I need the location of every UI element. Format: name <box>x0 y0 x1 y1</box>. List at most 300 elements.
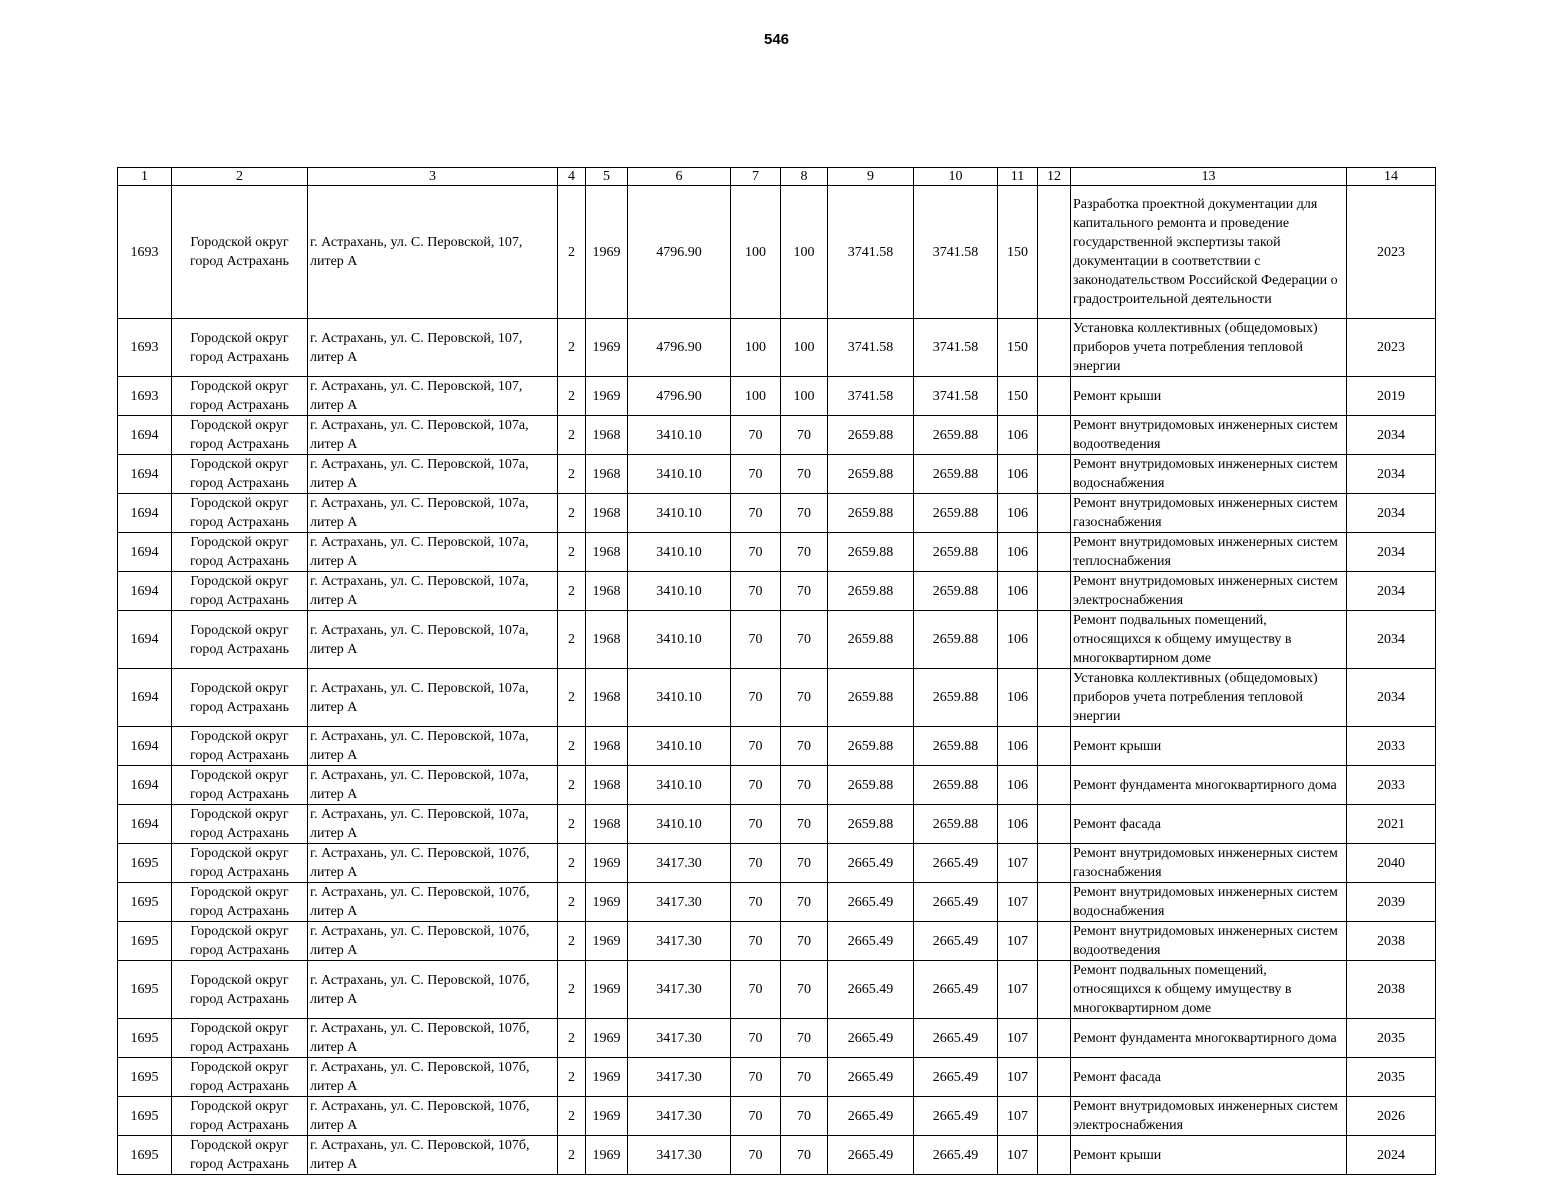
cell-address: г. Астрахань, ул. С. Перовской, 107а, литер А <box>308 805 558 844</box>
cell-col7: 70 <box>731 669 781 727</box>
cell-plan-year: 2034 <box>1347 611 1436 669</box>
cell-col9: 2659.88 <box>828 533 914 572</box>
cell-number: 1694 <box>118 727 172 766</box>
cell-area: 3417.30 <box>628 961 731 1019</box>
cell-col8: 70 <box>781 455 828 494</box>
cell-municipality: Городской округ город Астрахань <box>172 186 308 319</box>
cell-number: 1695 <box>118 1097 172 1136</box>
cell-number: 1694 <box>118 669 172 727</box>
cell-address: г. Астрахань, ул. С. Перовской, 107б, литер А <box>308 961 558 1019</box>
cell-col10: 2659.88 <box>914 611 998 669</box>
table-body <box>118 186 1436 1175</box>
cell-col4: 2 <box>558 961 586 1019</box>
cell-plan-year: 2033 <box>1347 727 1436 766</box>
cell-col12 <box>1038 961 1071 1019</box>
cell-col12 <box>1038 533 1071 572</box>
cell-col9: 2665.49 <box>828 883 914 922</box>
cell-col4: 2 <box>558 805 586 844</box>
table-row <box>118 1097 1436 1136</box>
cell-col12 <box>1038 611 1071 669</box>
cell-plan-year: 2040 <box>1347 844 1436 883</box>
cell-plan-year: 2039 <box>1347 883 1436 922</box>
cell-work-type: Установка коллективных (общедомовых) приборов учета потребления тепловой энергии <box>1071 319 1347 377</box>
table-row <box>118 377 1436 416</box>
cell-number: 1695 <box>118 1058 172 1097</box>
cell-area: 3410.10 <box>628 533 731 572</box>
cell-col7: 70 <box>731 611 781 669</box>
cell-col4: 2 <box>558 1097 586 1136</box>
cell-col10: 3741.58 <box>914 319 998 377</box>
table-row <box>118 883 1436 922</box>
cell-col12 <box>1038 377 1071 416</box>
cell-number: 1694 <box>118 805 172 844</box>
cell-col7: 70 <box>731 883 781 922</box>
cell-number: 1695 <box>118 1136 172 1175</box>
cell-col11: 107 <box>998 1019 1038 1058</box>
cell-year: 1968 <box>586 455 628 494</box>
cell-col11: 107 <box>998 883 1038 922</box>
cell-number: 1694 <box>118 533 172 572</box>
cell-address: г. Астрахань, ул. С. Перовской, 107б, литер А <box>308 1097 558 1136</box>
cell-address: г. Астрахань, ул. С. Перовской, 107, литер А <box>308 319 558 377</box>
cell-col11: 106 <box>998 416 1038 455</box>
cell-municipality: Городской округ город Астрахань <box>172 611 308 669</box>
cell-col11: 107 <box>998 922 1038 961</box>
cell-year: 1969 <box>586 883 628 922</box>
cell-col7: 70 <box>731 455 781 494</box>
cell-year: 1969 <box>586 1019 628 1058</box>
cell-col10: 3741.58 <box>914 377 998 416</box>
table-row <box>118 922 1436 961</box>
cell-col11: 106 <box>998 611 1038 669</box>
column-header: 2 <box>172 168 308 186</box>
cell-col8: 70 <box>781 961 828 1019</box>
cell-area: 3410.10 <box>628 455 731 494</box>
cell-col12 <box>1038 494 1071 533</box>
cell-col10: 2665.49 <box>914 1058 998 1097</box>
cell-year: 1968 <box>586 727 628 766</box>
cell-col8: 70 <box>781 844 828 883</box>
cell-col10: 2665.49 <box>914 1019 998 1058</box>
table-row <box>118 533 1436 572</box>
cell-municipality: Городской округ город Астрахань <box>172 883 308 922</box>
cell-col9: 2659.88 <box>828 416 914 455</box>
cell-plan-year: 2034 <box>1347 494 1436 533</box>
column-header: 12 <box>1038 168 1071 186</box>
cell-work-type: Ремонт внутридомовых инженерных систем электроснабжения <box>1071 1097 1347 1136</box>
cell-col8: 70 <box>781 1058 828 1097</box>
cell-col7: 70 <box>731 727 781 766</box>
cell-area: 3417.30 <box>628 883 731 922</box>
cell-work-type: Ремонт подвальных помещений, относящихся к общему имуществу в многоквартирном доме <box>1071 611 1347 669</box>
cell-area: 3417.30 <box>628 1058 731 1097</box>
cell-col4: 2 <box>558 186 586 319</box>
cell-plan-year: 2023 <box>1347 319 1436 377</box>
cell-year: 1969 <box>586 961 628 1019</box>
cell-area: 3417.30 <box>628 922 731 961</box>
cell-plan-year: 2023 <box>1347 186 1436 319</box>
cell-col4: 2 <box>558 1136 586 1175</box>
column-header: 9 <box>828 168 914 186</box>
cell-work-type: Разработка проектной документации для капитального ремонта и проведение государственной экспертизы такой документации в соответствии с законодательством Российской Федерации о градостроительной деятельности <box>1071 186 1347 319</box>
cell-col8: 70 <box>781 766 828 805</box>
cell-municipality: Городской округ город Астрахань <box>172 766 308 805</box>
cell-col4: 2 <box>558 766 586 805</box>
column-header: 11 <box>998 168 1038 186</box>
cell-col11: 106 <box>998 669 1038 727</box>
cell-col10: 2659.88 <box>914 766 998 805</box>
table-row <box>118 455 1436 494</box>
cell-area: 3410.10 <box>628 805 731 844</box>
cell-col4: 2 <box>558 669 586 727</box>
cell-col10: 2665.49 <box>914 922 998 961</box>
cell-col12 <box>1038 455 1071 494</box>
cell-col9: 2659.88 <box>828 805 914 844</box>
cell-col8: 70 <box>781 611 828 669</box>
cell-col8: 100 <box>781 377 828 416</box>
cell-col10: 2659.88 <box>914 572 998 611</box>
cell-col10: 3741.58 <box>914 186 998 319</box>
cell-address: г. Астрахань, ул. С. Перовской, 107а, литер А <box>308 727 558 766</box>
cell-col9: 2659.88 <box>828 494 914 533</box>
cell-col7: 70 <box>731 533 781 572</box>
cell-col9: 2659.88 <box>828 727 914 766</box>
cell-col12 <box>1038 669 1071 727</box>
cell-year: 1969 <box>586 319 628 377</box>
cell-address: г. Астрахань, ул. С. Перовской, 107, литер А <box>308 377 558 416</box>
cell-area: 3410.10 <box>628 766 731 805</box>
cell-plan-year: 2033 <box>1347 766 1436 805</box>
cell-col12 <box>1038 766 1071 805</box>
cell-col4: 2 <box>558 922 586 961</box>
cell-area: 3417.30 <box>628 844 731 883</box>
cell-area: 3417.30 <box>628 1019 731 1058</box>
cell-municipality: Городской округ город Астрахань <box>172 727 308 766</box>
cell-year: 1968 <box>586 416 628 455</box>
cell-col4: 2 <box>558 572 586 611</box>
cell-work-type: Ремонт фасада <box>1071 805 1347 844</box>
cell-municipality: Городской округ город Астрахань <box>172 805 308 844</box>
cell-col8: 70 <box>781 727 828 766</box>
cell-col9: 2659.88 <box>828 766 914 805</box>
cell-number: 1695 <box>118 844 172 883</box>
cell-col11: 107 <box>998 1058 1038 1097</box>
cell-col10: 2665.49 <box>914 1136 998 1175</box>
cell-col4: 2 <box>558 883 586 922</box>
cell-area: 3410.10 <box>628 416 731 455</box>
table-row <box>118 766 1436 805</box>
cell-municipality: Городской округ город Астрахань <box>172 961 308 1019</box>
header-row <box>118 168 1436 186</box>
cell-col12 <box>1038 805 1071 844</box>
cell-municipality: Городской округ город Астрахань <box>172 844 308 883</box>
cell-col11: 150 <box>998 377 1038 416</box>
column-header: 14 <box>1347 168 1436 186</box>
cell-col11: 106 <box>998 455 1038 494</box>
cell-col4: 2 <box>558 844 586 883</box>
cell-col9: 2665.49 <box>828 961 914 1019</box>
cell-col4: 2 <box>558 416 586 455</box>
cell-area: 3410.10 <box>628 727 731 766</box>
cell-address: г. Астрахань, ул. С. Перовской, 107а, литер А <box>308 669 558 727</box>
cell-work-type: Ремонт фундамента многоквартирного дома <box>1071 1019 1347 1058</box>
cell-year: 1969 <box>586 186 628 319</box>
cell-area: 4796.90 <box>628 319 731 377</box>
cell-col9: 3741.58 <box>828 319 914 377</box>
cell-number: 1694 <box>118 766 172 805</box>
cell-plan-year: 2019 <box>1347 377 1436 416</box>
cell-col11: 107 <box>998 961 1038 1019</box>
cell-area: 3417.30 <box>628 1136 731 1175</box>
cell-col9: 2665.49 <box>828 1097 914 1136</box>
cell-work-type: Ремонт внутридомовых инженерных систем водоснабжения <box>1071 883 1347 922</box>
cell-area: 3417.30 <box>628 1097 731 1136</box>
cell-col10: 2659.88 <box>914 727 998 766</box>
cell-col8: 70 <box>781 416 828 455</box>
cell-number: 1694 <box>118 611 172 669</box>
cell-year: 1968 <box>586 572 628 611</box>
cell-col12 <box>1038 727 1071 766</box>
cell-municipality: Городской округ город Астрахань <box>172 494 308 533</box>
cell-address: г. Астрахань, ул. С. Перовской, 107а, литер А <box>308 611 558 669</box>
cell-address: г. Астрахань, ул. С. Перовской, 107б, литер А <box>308 1058 558 1097</box>
cell-col8: 70 <box>781 572 828 611</box>
cell-col7: 70 <box>731 922 781 961</box>
cell-col12 <box>1038 416 1071 455</box>
cell-col9: 3741.58 <box>828 377 914 416</box>
cell-area: 3410.10 <box>628 669 731 727</box>
cell-col10: 2665.49 <box>914 844 998 883</box>
cell-col4: 2 <box>558 1058 586 1097</box>
cell-col4: 2 <box>558 455 586 494</box>
cell-number: 1693 <box>118 186 172 319</box>
cell-address: г. Астрахань, ул. С. Перовской, 107а, литер А <box>308 494 558 533</box>
cell-area: 4796.90 <box>628 377 731 416</box>
table-row <box>118 727 1436 766</box>
table-row <box>118 611 1436 669</box>
cell-col9: 3741.58 <box>828 186 914 319</box>
cell-plan-year: 2038 <box>1347 922 1436 961</box>
column-header: 5 <box>586 168 628 186</box>
cell-municipality: Городской округ город Астрахань <box>172 1019 308 1058</box>
cell-col7: 70 <box>731 1058 781 1097</box>
cell-address: г. Астрахань, ул. С. Перовской, 107, литер А <box>308 186 558 319</box>
cell-col11: 106 <box>998 494 1038 533</box>
cell-work-type: Ремонт подвальных помещений, относящихся к общему имуществу в многоквартирном доме <box>1071 961 1347 1019</box>
cell-address: г. Астрахань, ул. С. Перовской, 107б, литер А <box>308 844 558 883</box>
cell-col10: 2659.88 <box>914 494 998 533</box>
cell-plan-year: 2021 <box>1347 805 1436 844</box>
cell-year: 1969 <box>586 922 628 961</box>
cell-col10: 2665.49 <box>914 961 998 1019</box>
cell-col9: 2659.88 <box>828 572 914 611</box>
cell-address: г. Астрахань, ул. С. Перовской, 107б, литер А <box>308 1019 558 1058</box>
cell-year: 1969 <box>586 1097 628 1136</box>
cell-municipality: Городской округ город Астрахань <box>172 533 308 572</box>
cell-col10: 2665.49 <box>914 1097 998 1136</box>
cell-number: 1695 <box>118 922 172 961</box>
table-row <box>118 805 1436 844</box>
cell-number: 1693 <box>118 319 172 377</box>
column-header: 8 <box>781 168 828 186</box>
cell-col4: 2 <box>558 494 586 533</box>
cell-col11: 106 <box>998 572 1038 611</box>
page-number: 546 <box>763 31 790 48</box>
table-row <box>118 572 1436 611</box>
cell-address: г. Астрахань, ул. С. Перовской, 107б, литер А <box>308 883 558 922</box>
table-row <box>118 319 1436 377</box>
cell-municipality: Городской округ город Астрахань <box>172 416 308 455</box>
cell-col10: 2659.88 <box>914 533 998 572</box>
cell-work-type: Ремонт внутридомовых инженерных систем газоснабжения <box>1071 844 1347 883</box>
cell-col8: 70 <box>781 1136 828 1175</box>
cell-col12 <box>1038 1136 1071 1175</box>
cell-address: г. Астрахань, ул. С. Перовской, 107а, литер А <box>308 572 558 611</box>
register-table <box>117 167 1436 1175</box>
cell-col8: 70 <box>781 805 828 844</box>
cell-col11: 150 <box>998 186 1038 319</box>
cell-plan-year: 2035 <box>1347 1058 1436 1097</box>
cell-work-type: Ремонт внутридомовых инженерных систем водоотведения <box>1071 922 1347 961</box>
cell-plan-year: 2026 <box>1347 1097 1436 1136</box>
table-row <box>118 186 1436 319</box>
cell-number: 1693 <box>118 377 172 416</box>
column-header: 10 <box>914 168 998 186</box>
cell-col8: 70 <box>781 494 828 533</box>
cell-col10: 2659.88 <box>914 455 998 494</box>
cell-address: г. Астрахань, ул. С. Перовской, 107а, литер А <box>308 455 558 494</box>
cell-work-type: Ремонт крыши <box>1071 377 1347 416</box>
cell-address: г. Астрахань, ул. С. Перовской, 107а, литер А <box>308 766 558 805</box>
cell-municipality: Городской округ город Астрахань <box>172 669 308 727</box>
cell-year: 1968 <box>586 533 628 572</box>
cell-plan-year: 2034 <box>1347 533 1436 572</box>
cell-plan-year: 2034 <box>1347 572 1436 611</box>
cell-col11: 106 <box>998 533 1038 572</box>
cell-work-type: Ремонт крыши <box>1071 727 1347 766</box>
cell-municipality: Городской округ город Астрахань <box>172 922 308 961</box>
cell-col9: 2659.88 <box>828 455 914 494</box>
table-row <box>118 416 1436 455</box>
cell-number: 1695 <box>118 961 172 1019</box>
cell-col7: 70 <box>731 844 781 883</box>
cell-col10: 2659.88 <box>914 416 998 455</box>
cell-col12 <box>1038 1058 1071 1097</box>
cell-municipality: Городской округ город Астрахань <box>172 1136 308 1175</box>
cell-year: 1969 <box>586 844 628 883</box>
column-header: 7 <box>731 168 781 186</box>
column-header: 6 <box>628 168 731 186</box>
cell-number: 1694 <box>118 416 172 455</box>
cell-year: 1968 <box>586 611 628 669</box>
cell-col12 <box>1038 883 1071 922</box>
cell-col8: 70 <box>781 669 828 727</box>
cell-plan-year: 2035 <box>1347 1019 1436 1058</box>
cell-work-type: Ремонт крыши <box>1071 1136 1347 1175</box>
cell-col11: 150 <box>998 319 1038 377</box>
cell-address: г. Астрахань, ул. С. Перовской, 107б, литер А <box>308 1136 558 1175</box>
cell-work-type: Ремонт фундамента многоквартирного дома <box>1071 766 1347 805</box>
cell-plan-year: 2038 <box>1347 961 1436 1019</box>
cell-col8: 70 <box>781 883 828 922</box>
table-row <box>118 669 1436 727</box>
cell-col11: 107 <box>998 1097 1038 1136</box>
cell-col8: 100 <box>781 319 828 377</box>
cell-col7: 100 <box>731 377 781 416</box>
cell-col4: 2 <box>558 319 586 377</box>
cell-col8: 100 <box>781 186 828 319</box>
cell-plan-year: 2034 <box>1347 669 1436 727</box>
cell-plan-year: 2034 <box>1347 455 1436 494</box>
table-row <box>118 1058 1436 1097</box>
cell-col12 <box>1038 1019 1071 1058</box>
cell-plan-year: 2024 <box>1347 1136 1436 1175</box>
cell-number: 1695 <box>118 1019 172 1058</box>
table-row <box>118 1019 1436 1058</box>
cell-municipality: Городской округ город Астрахань <box>172 377 308 416</box>
cell-col9: 2659.88 <box>828 669 914 727</box>
cell-col7: 70 <box>731 961 781 1019</box>
cell-address: г. Астрахань, ул. С. Перовской, 107б, литер А <box>308 922 558 961</box>
cell-col11: 106 <box>998 766 1038 805</box>
cell-col4: 2 <box>558 1019 586 1058</box>
cell-work-type: Ремонт фасада <box>1071 1058 1347 1097</box>
cell-col4: 2 <box>558 377 586 416</box>
cell-col7: 100 <box>731 186 781 319</box>
cell-col7: 70 <box>731 494 781 533</box>
cell-municipality: Городской округ город Астрахань <box>172 455 308 494</box>
cell-col10: 2659.88 <box>914 669 998 727</box>
cell-col12 <box>1038 922 1071 961</box>
cell-col10: 2659.88 <box>914 805 998 844</box>
cell-col11: 107 <box>998 844 1038 883</box>
cell-col7: 70 <box>731 416 781 455</box>
cell-col9: 2665.49 <box>828 922 914 961</box>
cell-work-type: Установка коллективных (общедомовых) приборов учета потребления тепловой энергии <box>1071 669 1347 727</box>
cell-number: 1695 <box>118 883 172 922</box>
cell-col7: 70 <box>731 1019 781 1058</box>
cell-municipality: Городской округ город Астрахань <box>172 1058 308 1097</box>
cell-work-type: Ремонт внутридомовых инженерных систем водоснабжения <box>1071 455 1347 494</box>
cell-col8: 70 <box>781 533 828 572</box>
cell-year: 1969 <box>586 1136 628 1175</box>
table-row <box>118 844 1436 883</box>
cell-municipality: Городской округ город Астрахань <box>172 572 308 611</box>
cell-year: 1968 <box>586 805 628 844</box>
cell-col12 <box>1038 1097 1071 1136</box>
cell-year: 1968 <box>586 669 628 727</box>
cell-col4: 2 <box>558 533 586 572</box>
cell-col8: 70 <box>781 1097 828 1136</box>
cell-area: 3410.10 <box>628 611 731 669</box>
cell-work-type: Ремонт внутридомовых инженерных систем электроснабжения <box>1071 572 1347 611</box>
cell-area: 3410.10 <box>628 572 731 611</box>
cell-col7: 70 <box>731 1097 781 1136</box>
cell-work-type: Ремонт внутридомовых инженерных систем газоснабжения <box>1071 494 1347 533</box>
cell-year: 1969 <box>586 1058 628 1097</box>
cell-area: 4796.90 <box>628 186 731 319</box>
cell-year: 1969 <box>586 377 628 416</box>
column-header: 3 <box>308 168 558 186</box>
cell-col11: 106 <box>998 727 1038 766</box>
column-header: 13 <box>1071 168 1347 186</box>
cell-year: 1968 <box>586 766 628 805</box>
cell-area: 3410.10 <box>628 494 731 533</box>
cell-work-type: Ремонт внутридомовых инженерных систем теплоснабжения <box>1071 533 1347 572</box>
cell-col4: 2 <box>558 727 586 766</box>
cell-col7: 70 <box>731 766 781 805</box>
cell-col7: 70 <box>731 805 781 844</box>
